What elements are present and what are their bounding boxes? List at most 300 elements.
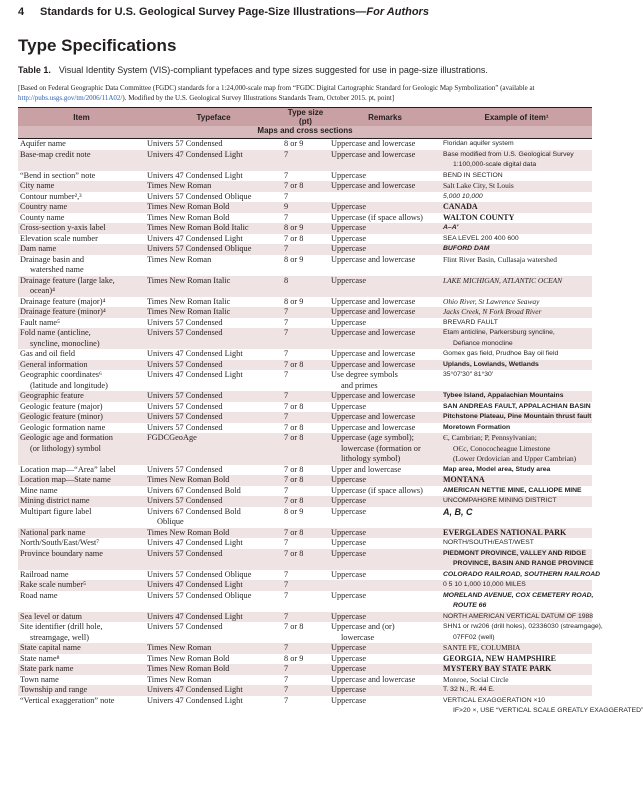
typeface-cell (145, 370, 282, 391)
example-cell (441, 139, 592, 150)
remarks-cell (329, 255, 441, 276)
table-row (18, 213, 592, 224)
item-cell (18, 181, 145, 192)
table-row (18, 276, 592, 297)
typeface-cell-line: Times New Roman Italic (147, 307, 231, 316)
page-number: 4 (18, 6, 25, 18)
example-line: Etam anticline, Parkersburg syncline, (443, 329, 555, 336)
typeface-cell-line: Univers 57 Condensed (147, 496, 223, 505)
typeface-cell (145, 580, 282, 591)
example-line: GEORGIA, NEW HAMPSHIRE (443, 653, 556, 663)
remarks-cell-line: Uppercase and lowercase (331, 412, 416, 421)
example-line: MORELAND AVENUE, COX CEMETERY ROAD, (443, 591, 594, 599)
type-size-cell: 8 or 9 (284, 653, 304, 663)
type-size-cell: 7 (282, 664, 329, 675)
item-cell (18, 664, 145, 675)
table-row (18, 171, 592, 182)
type-size-cell: 7 or 8 (282, 433, 329, 465)
typeface-cell (145, 538, 282, 549)
example-cell (441, 402, 592, 413)
item-cell (18, 255, 145, 276)
table-row (18, 234, 592, 245)
table-row (18, 528, 592, 539)
typeface-cell-line: Univers 57 Condensed (147, 412, 223, 421)
table-row (18, 255, 592, 276)
remarks-cell (329, 685, 441, 696)
type-size-cell: 7 or 8 (282, 360, 329, 371)
remarks-cell (329, 591, 441, 612)
running-head-subtitle: For Authors (366, 6, 429, 18)
item-cell-line: Mine name (20, 485, 58, 495)
type-size-cell: 8 or 9 (284, 296, 304, 306)
type-size-cell: 7 (282, 328, 329, 349)
example-cell (441, 370, 592, 391)
example-line: UNCOMPAHGRE MINING DISTRICT (443, 497, 557, 504)
example-line: NORTH AMERICAN VERTICAL DATUM OF 1988 (443, 612, 594, 620)
typeface-cell-line: Univers 47 Condensed Light (147, 170, 243, 180)
remarks-cell (329, 664, 441, 675)
typeface-cell-line: Times New Roman Bold (147, 527, 230, 537)
type-size-cell: 7 or 8 (282, 528, 329, 539)
remarks-cell (329, 475, 441, 486)
table-row (18, 685, 592, 696)
typeface-cell-line: FGDCGeoAge (147, 433, 197, 442)
item-cell-line: Drainage feature (minor)⁴ (20, 307, 106, 316)
example-cell (441, 675, 592, 686)
table-row (18, 612, 592, 623)
type-size-cell: 7 or 8 (284, 422, 304, 432)
typeface-cell (145, 654, 282, 665)
item-cell-line: “Vertical exaggeration” note (20, 695, 115, 705)
type-size-cell: 8 or 9 (284, 139, 304, 148)
typeface-cell (145, 139, 282, 150)
typeface-cell (145, 423, 282, 434)
type-size-cell: 7 or 8 (284, 464, 304, 474)
remarks-cell-line: Uppercase and lowercase (331, 296, 416, 306)
item-cell-line: Road name (20, 590, 58, 600)
example-cell (441, 622, 603, 643)
item-cell (18, 370, 145, 391)
example-line: T. 32 N., R. 44 E. (443, 686, 495, 693)
item-cell (18, 580, 145, 591)
example-line: Є, Cambrian; P, Pennsylvanian; (443, 433, 537, 442)
remarks-cell (329, 412, 441, 423)
example-line: Monroe, Social Circle (443, 674, 509, 684)
example-cell (441, 507, 592, 528)
column-header-example: Example of item¹ (441, 108, 592, 127)
remarks-cell (329, 244, 441, 255)
type-size-cell: 7 (282, 244, 329, 255)
headnote-text-end: ). Modified by the U.S. Geological Survey Illustrations Standards Team, October 2015. pt, point] (122, 94, 395, 102)
type-size-cell: 7 or 8 (284, 401, 304, 411)
typeface-cell-line: Univers 47 Condensed Light (147, 349, 243, 358)
table-row (18, 580, 592, 591)
example-cell (441, 538, 592, 549)
typeface-cell (145, 643, 282, 654)
typeface-cell (145, 486, 282, 497)
example-line: Base modified from U.S. Geological Survey (443, 150, 574, 158)
remarks-cell (329, 402, 441, 413)
item-cell (18, 234, 145, 245)
typeface-cell (145, 591, 282, 612)
example-cell (441, 150, 592, 171)
remarks-cell-line: lithology symbol) (341, 454, 401, 463)
table-row (18, 486, 592, 497)
running-head-title: Standards for U.S. Geological Survey Page-Size Illustrations (40, 6, 356, 18)
typeface-cell (145, 202, 282, 213)
type-size-cell: 7 (282, 391, 329, 402)
headnote-link[interactable]: http://pubs.usgs.gov/tm/2006/11A02/ (18, 94, 123, 102)
table-headnote (18, 83, 592, 103)
remarks-cell-line: Uppercase and lowercase (331, 422, 416, 432)
example-cell (441, 192, 592, 203)
example-cell (441, 475, 592, 486)
remarks-cell (329, 192, 441, 203)
item-cell (18, 307, 145, 318)
example-cell (441, 664, 592, 675)
remarks-cell-line: Uppercase and lowercase (331, 674, 416, 684)
type-size-cell: 7 (284, 695, 289, 705)
remarks-cell-line: Uppercase (331, 401, 367, 411)
example-cell (441, 591, 592, 612)
typeface-cell-line: Times New Roman Italic (147, 275, 231, 285)
item-cell (18, 276, 145, 297)
table-row (18, 139, 592, 150)
item-cell-line: State name⁸ (20, 653, 60, 663)
type-size-cell: 7 (282, 307, 329, 318)
remarks-cell (329, 465, 441, 476)
item-cell-line: Town name (20, 674, 59, 684)
remarks-cell (329, 307, 441, 318)
remarks-cell-line: Uppercase (331, 170, 367, 180)
item-cell-line: Location map—“Area” label (20, 464, 116, 474)
typeface-cell-line: Univers 57 Condensed (147, 622, 223, 631)
remarks-cell-line: Uppercase (331, 233, 367, 243)
column-header-remarks: Remarks (329, 108, 441, 127)
table-row (18, 349, 592, 360)
item-cell-line: State park name (20, 664, 74, 673)
item-cell-line: syncline, monocline) (30, 338, 100, 348)
item-cell (18, 528, 145, 539)
item-cell (18, 223, 145, 234)
example-cell (441, 244, 592, 255)
example-line: 0 5 10 1,000 10,000 MILES (443, 581, 526, 588)
typeface-cell (145, 150, 282, 171)
remarks-cell-line: Uppercase (331, 475, 367, 484)
headnote-text-start: [Based on Federal Geographic Data Committee (FGDC) standards for a 1:24,000-scale map from “FGDC Digital Cartographic Standard for Geologic Map Symbolization” (available at (18, 84, 535, 92)
remarks-cell-line: Uppercase (331, 548, 367, 558)
typeface-cell-line: Times New Roman (147, 674, 212, 684)
item-cell (18, 412, 145, 423)
typeface-cell-line: Univers 57 Condensed (147, 359, 223, 369)
type-size-cell: 8 or 9 (282, 223, 329, 234)
table-row (18, 465, 592, 476)
table-row (18, 496, 592, 507)
table-row (18, 549, 592, 570)
example-line: OЄc, Conococheague Limestone (453, 443, 551, 453)
typeface-cell (145, 496, 282, 507)
example-line: SAN ANDREAS FAULT, APPALACHIAN BASIN (443, 402, 591, 410)
table-row (18, 223, 592, 234)
example-cell (441, 685, 592, 696)
type-size-cell: 7 or 8 (284, 233, 304, 243)
item-cell-line: Aquifer name (20, 139, 66, 148)
example-line: CANADA (443, 202, 478, 211)
example-cell (441, 349, 592, 360)
table-row (18, 370, 592, 391)
typeface-cell (145, 465, 282, 476)
remarks-cell-line: Uppercase (331, 569, 367, 579)
type-size-cell: 8 or 9 (284, 506, 304, 516)
item-cell-line: Multipart figure label (20, 506, 92, 516)
remarks-cell-line: Uppercase (331, 275, 367, 285)
example-cell (441, 202, 592, 213)
example-line: A, B, C (443, 506, 473, 517)
example-line: 07FF02 (well) (453, 633, 495, 641)
example-line: MYSTERY BAY STATE PARK (443, 664, 552, 673)
typeface-cell-line: Univers 57 Condensed Oblique (147, 244, 252, 253)
item-cell (18, 213, 145, 224)
running-head-separator: — (355, 6, 367, 18)
typeface-cell (145, 391, 282, 402)
example-line: MONTANA (443, 475, 485, 484)
example-cell (441, 171, 592, 182)
type-size-cell: 7 (284, 370, 289, 379)
item-cell-line: “Bend in section” note (20, 170, 96, 180)
typeface-cell-line: Univers 67 Condensed Bold (147, 485, 241, 495)
remarks-cell (329, 612, 441, 623)
remarks-cell (329, 234, 441, 245)
example-cell (441, 297, 592, 308)
item-cell-line: Geographic coordinates⁶ (20, 370, 102, 379)
remarks-cell (329, 507, 441, 528)
remarks-cell (329, 171, 441, 182)
table-row (18, 181, 592, 192)
example-cell (441, 360, 592, 371)
example-line: BREVARD FAULT (443, 318, 498, 326)
table-row (18, 192, 592, 203)
item-cell (18, 171, 145, 182)
typeface-cell-line: Univers 57 Condensed (147, 328, 223, 337)
typeface-cell (145, 685, 282, 696)
table-row (18, 570, 592, 581)
table-row (18, 622, 592, 643)
table-row (18, 412, 592, 423)
example-cell (441, 465, 592, 476)
typeface-cell (145, 328, 282, 349)
table-row (18, 297, 592, 308)
typeface-cell-line: Univers 57 Condensed (147, 548, 223, 558)
type-size-cell: 7 or 8 (282, 475, 329, 486)
example-line: Moretown Formation (443, 423, 511, 431)
example-cell (441, 654, 592, 665)
typeface-cell-line: Univers 47 Condensed Light (147, 149, 243, 159)
example-line: 5,000 10,000 (443, 192, 483, 200)
item-cell (18, 202, 145, 213)
remarks-cell (329, 297, 441, 308)
remarks-cell (329, 349, 441, 360)
typeface-cell (145, 402, 282, 413)
table-row (18, 150, 592, 171)
remarks-cell (329, 360, 441, 371)
table-row (18, 318, 592, 329)
typeface-cell (145, 213, 282, 224)
table-row (18, 360, 592, 371)
remarks-cell-line: Uppercase and (or) (331, 622, 395, 631)
item-cell (18, 360, 145, 371)
typeface-cell (145, 696, 282, 717)
remarks-cell-line: Uppercase (if space allows) (331, 212, 423, 222)
table-row (18, 675, 592, 686)
item-cell-line: Rake scale number⁵ (20, 580, 87, 589)
type-size-cell: 7 (284, 349, 289, 358)
remarks-cell-line: Uppercase (331, 643, 367, 652)
remarks-cell-line: Uppercase (331, 527, 367, 537)
item-cell-line: ocean)⁴ (30, 286, 56, 295)
example-cell (441, 276, 592, 297)
example-cell (441, 234, 592, 245)
typeface-cell-line: Univers 47 Condensed Light (147, 611, 243, 621)
type-size-cell: 7 (284, 590, 289, 600)
item-cell (18, 349, 145, 360)
item-cell (18, 465, 145, 476)
item-cell-line: Geographic feature (20, 391, 84, 400)
remarks-cell-line: lowercase (341, 632, 375, 642)
remarks-cell-line: Uppercase and lowercase (331, 349, 416, 358)
example-line: 35°07′30″ 81°30′ (443, 371, 494, 378)
remarks-cell (329, 213, 441, 224)
type-size-cell: 7 (284, 538, 289, 547)
remarks-cell (329, 150, 441, 171)
item-cell (18, 570, 145, 581)
item-cell-line: (or lithology) symbol (30, 443, 101, 453)
example-line: 1:100,000-scale digital data (453, 161, 537, 168)
typeface-cell (145, 244, 282, 255)
example-line: VERTICAL EXAGGERATION ×10 (443, 696, 546, 704)
typeface-cell (145, 276, 282, 297)
item-cell-line: Geologic feature (major) (20, 401, 103, 411)
remarks-cell (329, 391, 441, 402)
type-size-cell: 7 (284, 191, 289, 201)
typeface-cell (145, 475, 282, 486)
typeface-cell (145, 528, 282, 539)
table-row (18, 664, 592, 675)
remarks-cell-line: Uppercase (331, 202, 367, 211)
example-line: LAKE MICHIGAN, ATLANTIC OCEAN (443, 275, 563, 285)
table-row (18, 507, 592, 528)
section-label: Maps and cross sections (18, 126, 592, 139)
typeface-cell-line: Univers 57 Condensed (147, 139, 223, 148)
item-cell-line: County name (20, 212, 65, 222)
remarks-cell-line: Uppercase and lowercase (331, 149, 416, 159)
remarks-cell (329, 496, 441, 507)
example-cell (441, 486, 592, 497)
item-cell-line: General information (20, 359, 88, 369)
item-cell-line: Base-map credit note (20, 149, 91, 159)
typeface-cell (145, 297, 282, 308)
example-cell (441, 181, 592, 192)
type-size-cell: 7 (284, 569, 289, 579)
table-row (18, 244, 592, 255)
running-head (18, 6, 429, 18)
typeface-cell-line: Univers 47 Condensed Light (147, 695, 243, 705)
table-row (18, 402, 592, 413)
column-header-item: Item (18, 108, 145, 127)
typeface-cell (145, 612, 282, 623)
example-line: (Lower Ordovician and Upper Cambrian) (453, 454, 577, 463)
type-size-cell: 7 or 8 (284, 622, 304, 631)
remarks-cell (329, 423, 441, 434)
typeface-cell (145, 223, 282, 234)
example-cell (441, 223, 592, 234)
typeface-cell (145, 181, 282, 192)
remarks-cell (329, 318, 441, 329)
table-row (18, 654, 592, 665)
typeface-cell (145, 192, 282, 203)
remarks-cell-line: Uppercase (331, 317, 367, 327)
example-cell (441, 213, 592, 224)
typeface-cell-line: Univers 57 Condensed (147, 317, 223, 327)
item-cell-line: Drainage feature (large lake, (20, 275, 115, 285)
example-line: Map area, Model area, Study area (443, 465, 551, 473)
item-cell (18, 244, 145, 255)
typeface-cell-line: Times New Roman Bold (147, 475, 230, 484)
type-size-cell: 8 or 9 (284, 254, 304, 264)
table-number: Table 1. (18, 65, 51, 75)
remarks-cell (329, 675, 441, 686)
example-cell (441, 412, 592, 423)
item-cell-line: Fault name⁵ (20, 317, 60, 327)
remarks-cell-line: Uppercase and lowercase (331, 328, 416, 337)
item-cell-line: Geologic formation name (20, 422, 106, 432)
typeface-cell (145, 234, 282, 245)
typeface-cell (145, 360, 282, 371)
example-line: Uplands, Lowlands, Wetlands (443, 360, 539, 368)
type-size-cell: 7 (284, 212, 289, 222)
item-cell-line: Sea level or datum (20, 611, 82, 621)
remarks-cell-line: Uppercase (331, 685, 367, 694)
item-cell (18, 696, 145, 717)
typeface-cell-line: Univers 57 Condensed Oblique (147, 590, 252, 600)
example-cell (441, 255, 592, 276)
example-cell (441, 423, 592, 434)
typeface-cell-line: Times New Roman (147, 181, 212, 190)
item-cell-line: Drainage feature (major)⁴ (20, 296, 106, 306)
remarks-cell-line: Upper and lowercase (331, 464, 402, 474)
item-cell-line: Mining district name (20, 496, 90, 505)
example-cell (441, 643, 592, 654)
remarks-cell (329, 643, 441, 654)
item-cell (18, 486, 145, 497)
item-cell-line: Gas and oil field (20, 349, 76, 358)
item-cell-line: Drainage basin and (20, 254, 85, 264)
example-line: Jacks Creek, N Fork Broad River (443, 307, 542, 316)
example-line: SEA LEVEL 200 400 600 (443, 234, 519, 242)
typeface-cell (145, 412, 282, 423)
remarks-cell (329, 202, 441, 213)
section-row (18, 126, 592, 139)
example-line: A–A′ (443, 224, 459, 231)
type-size-cell: 7 (284, 485, 289, 495)
item-cell (18, 538, 145, 549)
typeface-cell (145, 171, 282, 182)
example-line: Defiance monocline (453, 339, 513, 347)
typeface-cell (145, 675, 282, 686)
item-cell-line: Province boundary name (20, 548, 103, 558)
table-caption-text: Visual Identity System (VIS)-compliant typefaces and type sizes suggested for use in page-size illustrations. (58, 65, 488, 75)
example-cell (441, 328, 592, 349)
type-size-cell: 7 or 8 (282, 549, 329, 570)
